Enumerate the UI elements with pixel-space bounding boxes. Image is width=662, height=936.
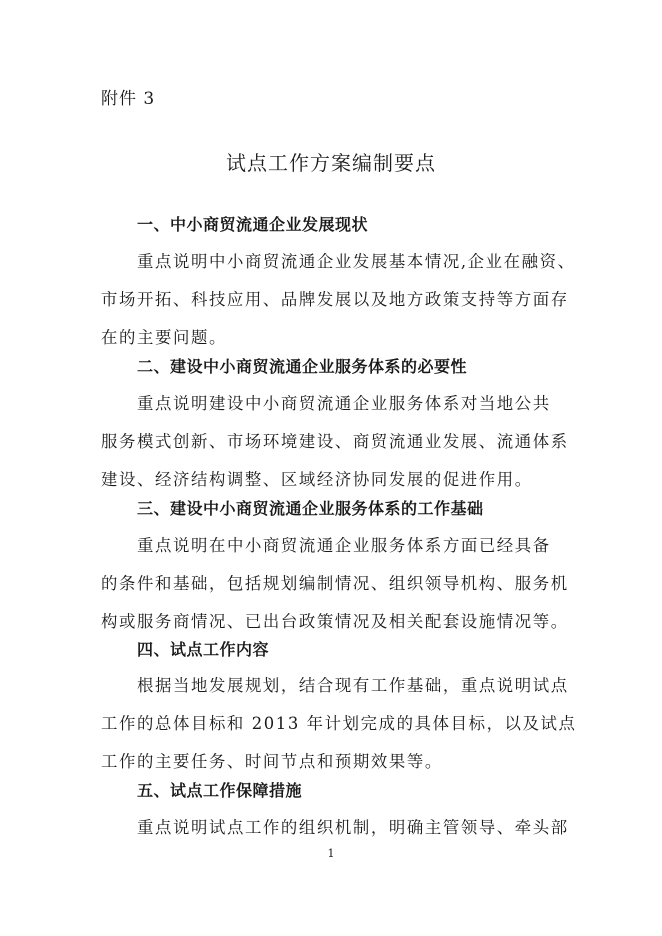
paragraph-line: 的条件和基础，包括规划编制情况、组织领导机构、服务机 bbox=[101, 574, 569, 593]
paragraph-line: 市场开拓、科技应用、品牌发展以及地方政策支持等方面存 bbox=[101, 290, 569, 309]
section-paragraph-3 bbox=[101, 527, 569, 641]
paragraph-line: 构或服务商情况、已出台政策情况及相关配套设施情况等。 bbox=[101, 612, 569, 631]
paragraph-line: 重点说明在中小商贸流通企业服务体系方面已经具备 bbox=[137, 536, 551, 555]
paragraph-line: 工作的主要任务、时间节点和预期效果等。 bbox=[101, 752, 443, 771]
section-heading-4: 四、试点工作内容 bbox=[137, 640, 270, 659]
paragraph-line: 重点说明试点工作的组织机制，明确主管领导、牵头部 bbox=[137, 818, 569, 837]
paragraph-line: 重点说明建设中小商贸流通企业服务体系对当地公共 bbox=[137, 394, 551, 413]
section-paragraph-5 bbox=[101, 809, 569, 847]
attachment-label: 附件 3 bbox=[101, 89, 156, 109]
paragraph-line: 建设、经济结构调整、区域经济协同发展的促进作用。 bbox=[101, 470, 533, 489]
paragraph-line: 重点说明中小商贸流通企业发展基本情况,企业在融资、 bbox=[137, 252, 576, 271]
section-heading-1: 一、中小商贸流通企业发展现状 bbox=[137, 215, 369, 234]
section-paragraph-2 bbox=[101, 385, 569, 499]
section-paragraph-1 bbox=[101, 243, 576, 357]
section-heading-2: 二、建设中小商贸流通企业服务体系的必要性 bbox=[137, 357, 468, 376]
document-title: 试点工作方案编制要点 bbox=[226, 151, 436, 175]
section-paragraph-4 bbox=[101, 667, 577, 781]
paragraph-line: 根据当地发展规划，结合现有工作基础，重点说明试点 bbox=[137, 676, 569, 695]
section-heading-5: 五、试点工作保障措施 bbox=[137, 781, 303, 800]
paragraph-line: 服务模式创新、市场环境建设、商贸流通业发展、流通体系 bbox=[101, 432, 569, 451]
page-number: 1 bbox=[327, 847, 335, 860]
paragraph-line: 在的主要问题。 bbox=[101, 328, 227, 347]
paragraph-line: 工作的总体目标和 2013 年计划完成的具体目标，以及试点 bbox=[101, 714, 577, 733]
section-heading-3: 三、建设中小商贸流通企业服务体系的工作基础 bbox=[137, 499, 484, 518]
